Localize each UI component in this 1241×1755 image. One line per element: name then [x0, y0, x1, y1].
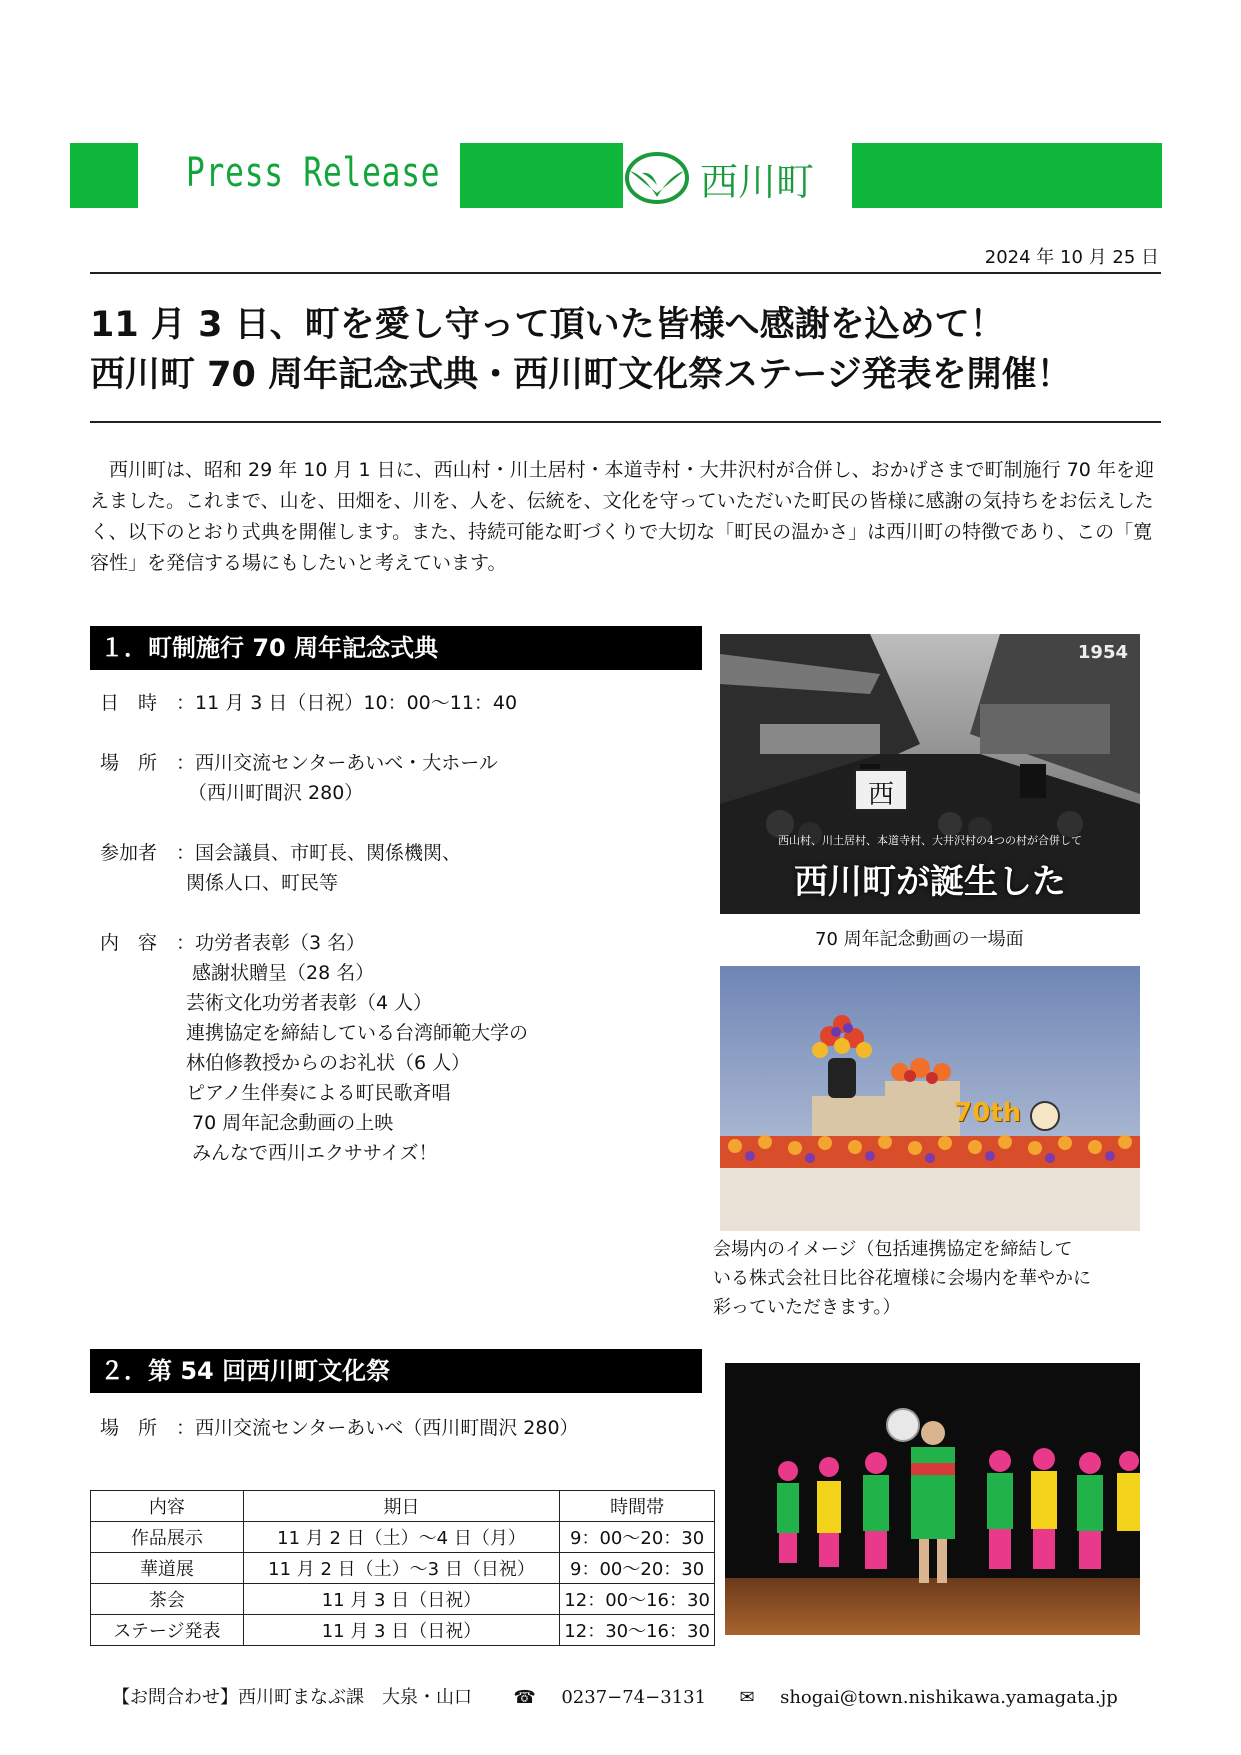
- venue-photo: [720, 966, 1140, 1231]
- contact-email[interactable]: shogai@town.nishikawa.yamagata.jp: [780, 1687, 1118, 1708]
- archive-year: 1954: [1077, 642, 1128, 663]
- phone-icon: ☎: [513, 1687, 536, 1708]
- header-green-block-left: [70, 143, 138, 208]
- table-header: 内容: [91, 1491, 244, 1522]
- venue-photo-caption-2: いる株式会社日比谷花壇様に会場内を華やかに: [713, 1268, 1091, 1289]
- festival-place-label: 場 所: [100, 1417, 158, 1439]
- stage-dance-illustration: [725, 1363, 1140, 1635]
- venue-illustration: [720, 966, 1140, 1231]
- table-cell: 華道展: [91, 1553, 244, 1584]
- nishikawa-logo-icon: [622, 149, 692, 207]
- place-row: 場 所 ：西川交流センターあいべ・大ホール: [100, 748, 498, 778]
- archive-big-text: 西川町が誕生した: [794, 862, 1066, 902]
- header-green-block-right: [852, 143, 1162, 208]
- table-cell: 11 月 3 日（日祝）: [243, 1584, 559, 1615]
- attendees-line2: 関係人口、町民等: [186, 872, 339, 894]
- table-row: [91, 1584, 715, 1615]
- attendees-value: 国会議員、市町長、関係機関、: [195, 842, 462, 864]
- venue-photo-caption-3: 彩っていただきます。）: [713, 1297, 901, 1318]
- content-item-7: 70 周年記念動画の上映: [192, 1112, 394, 1134]
- headline: [90, 300, 1072, 400]
- festival-schedule-table: [90, 1490, 715, 1646]
- archive-sign: 西: [867, 780, 894, 810]
- archive-photo-caption: 70 周年記念動画の一場面: [815, 929, 1024, 950]
- stage-dance-photo: [725, 1363, 1140, 1635]
- table-cell: 11 月 2 日（土）～3 日（日祝）: [243, 1553, 559, 1584]
- divider-top: [90, 272, 1161, 274]
- divider-bottom: [90, 421, 1161, 423]
- table-row: [91, 1615, 715, 1646]
- table-cell: ステージ発表: [91, 1615, 244, 1646]
- table-cell: 12：00～16：30: [560, 1584, 715, 1615]
- headline-line-1: 11 月 3 日、町を愛し守って頂いた皆様へ感謝を込めて！: [90, 305, 1005, 345]
- venue-70th-badge: 70th: [954, 1098, 1022, 1128]
- release-date: 2024 年 10 月 25 日: [984, 247, 1159, 268]
- archive-subtitle: 西山村、川土居村、本道寺村、大井沢村の4つの村が合併して: [778, 834, 1082, 847]
- intro-paragraph: 西川町は、昭和 29 年 10 月 1 日に、西山村・川土居村・本道寺村・大井沢村が合併し、おかげさまで町制施行 70 年を迎えました。これまで、山を、田畑を、川を、人を、伝統を、文化を守っていただいた町民の皆様に感謝の気持ちをお伝えしたく、以下のとおり式典を開催します。また、持続可能な町づくりで大切な「町民の温かさ」は西川町の特徴であり、この「寛容性」を発信する場にもしたいと考えています。: [90, 459, 1154, 574]
- festival-place-row: 場 所 ：西川交流センターあいべ（西川町間沢 280）: [100, 1413, 579, 1443]
- press-release-title: Press Release: [186, 150, 441, 196]
- archive-photo: [720, 634, 1140, 914]
- table-cell: 茶会: [91, 1584, 244, 1615]
- table-row: [91, 1553, 715, 1584]
- place-label: 場 所: [100, 752, 158, 774]
- attendees-label: 参加者: [100, 842, 158, 864]
- table-cell: 9：00～20：30: [560, 1522, 715, 1553]
- datetime-label: 日 時: [100, 692, 158, 714]
- place-sub: （西川町間沢 280）: [188, 782, 364, 804]
- content-row: 内 容 ：功労者表彰（3 名）: [100, 928, 365, 958]
- table-cell: 12：30～16：30: [560, 1615, 715, 1646]
- table-header-row: [91, 1491, 715, 1522]
- table-header: 時間帯: [560, 1491, 715, 1522]
- content-label: 内 容: [100, 932, 158, 954]
- content-item-4: 連携協定を締結している台湾師範大学の: [186, 1022, 529, 1044]
- header-green-block-mid: [460, 143, 623, 208]
- headline-line-2: 西川町 70 周年記念式典・西川町文化祭ステージ発表を開催！: [90, 355, 1072, 395]
- content-item-5: 林伯修教授からのお礼状（6 人）: [186, 1052, 471, 1074]
- contact-footer: [112, 1683, 1118, 1709]
- section2-heading: ２．第 54 回西川町文化祭: [90, 1349, 702, 1393]
- datetime-value: 11 月 3 日（日祝）10：00～11：40: [195, 692, 518, 714]
- logo-text: 西川町: [700, 159, 815, 204]
- contact-info: 【お問合わせ】西川町まなぶ課 大泉・山口: [112, 1687, 472, 1708]
- section1-heading: １．町制施行 70 周年記念式典: [90, 626, 702, 670]
- table-cell: 11 月 3 日（日祝）: [243, 1615, 559, 1646]
- venue-photo-caption-1: 会場内のイメージ（包括連携協定を締結して: [713, 1239, 1073, 1260]
- content-item-1: 功労者表彰（3 名）: [195, 932, 366, 954]
- table-cell: 9：00～20：30: [560, 1553, 715, 1584]
- place-value: 西川交流センターあいべ・大ホール: [195, 752, 498, 774]
- contact-phone: 0237−74−3131: [561, 1687, 707, 1708]
- table-cell: 11 月 2 日（土）～4 日（月）: [243, 1522, 559, 1553]
- content-item-3: 芸術文化功労者表彰（4 人）: [186, 992, 433, 1014]
- table-cell: 作品展示: [91, 1522, 244, 1553]
- table-header: 期日: [243, 1491, 559, 1522]
- attendees-row: 参加者 ：国会議員、市町長、関係機関、: [100, 838, 461, 868]
- content-item-6: ピアノ生伴奏による町民歌斉唱: [186, 1082, 451, 1104]
- table-row: [91, 1522, 715, 1553]
- town-logo: [622, 148, 832, 208]
- email-icon: ✉: [739, 1687, 755, 1708]
- content-item-8: みんなで西川エクササイズ！: [192, 1142, 438, 1164]
- festival-place-value: 西川交流センターあいべ（西川町間沢 280）: [195, 1417, 579, 1439]
- datetime-row: 日 時 ：11 月 3 日（日祝）10：00～11：40: [100, 688, 517, 718]
- content-item-2: 感謝状贈呈（28 名）: [192, 962, 375, 984]
